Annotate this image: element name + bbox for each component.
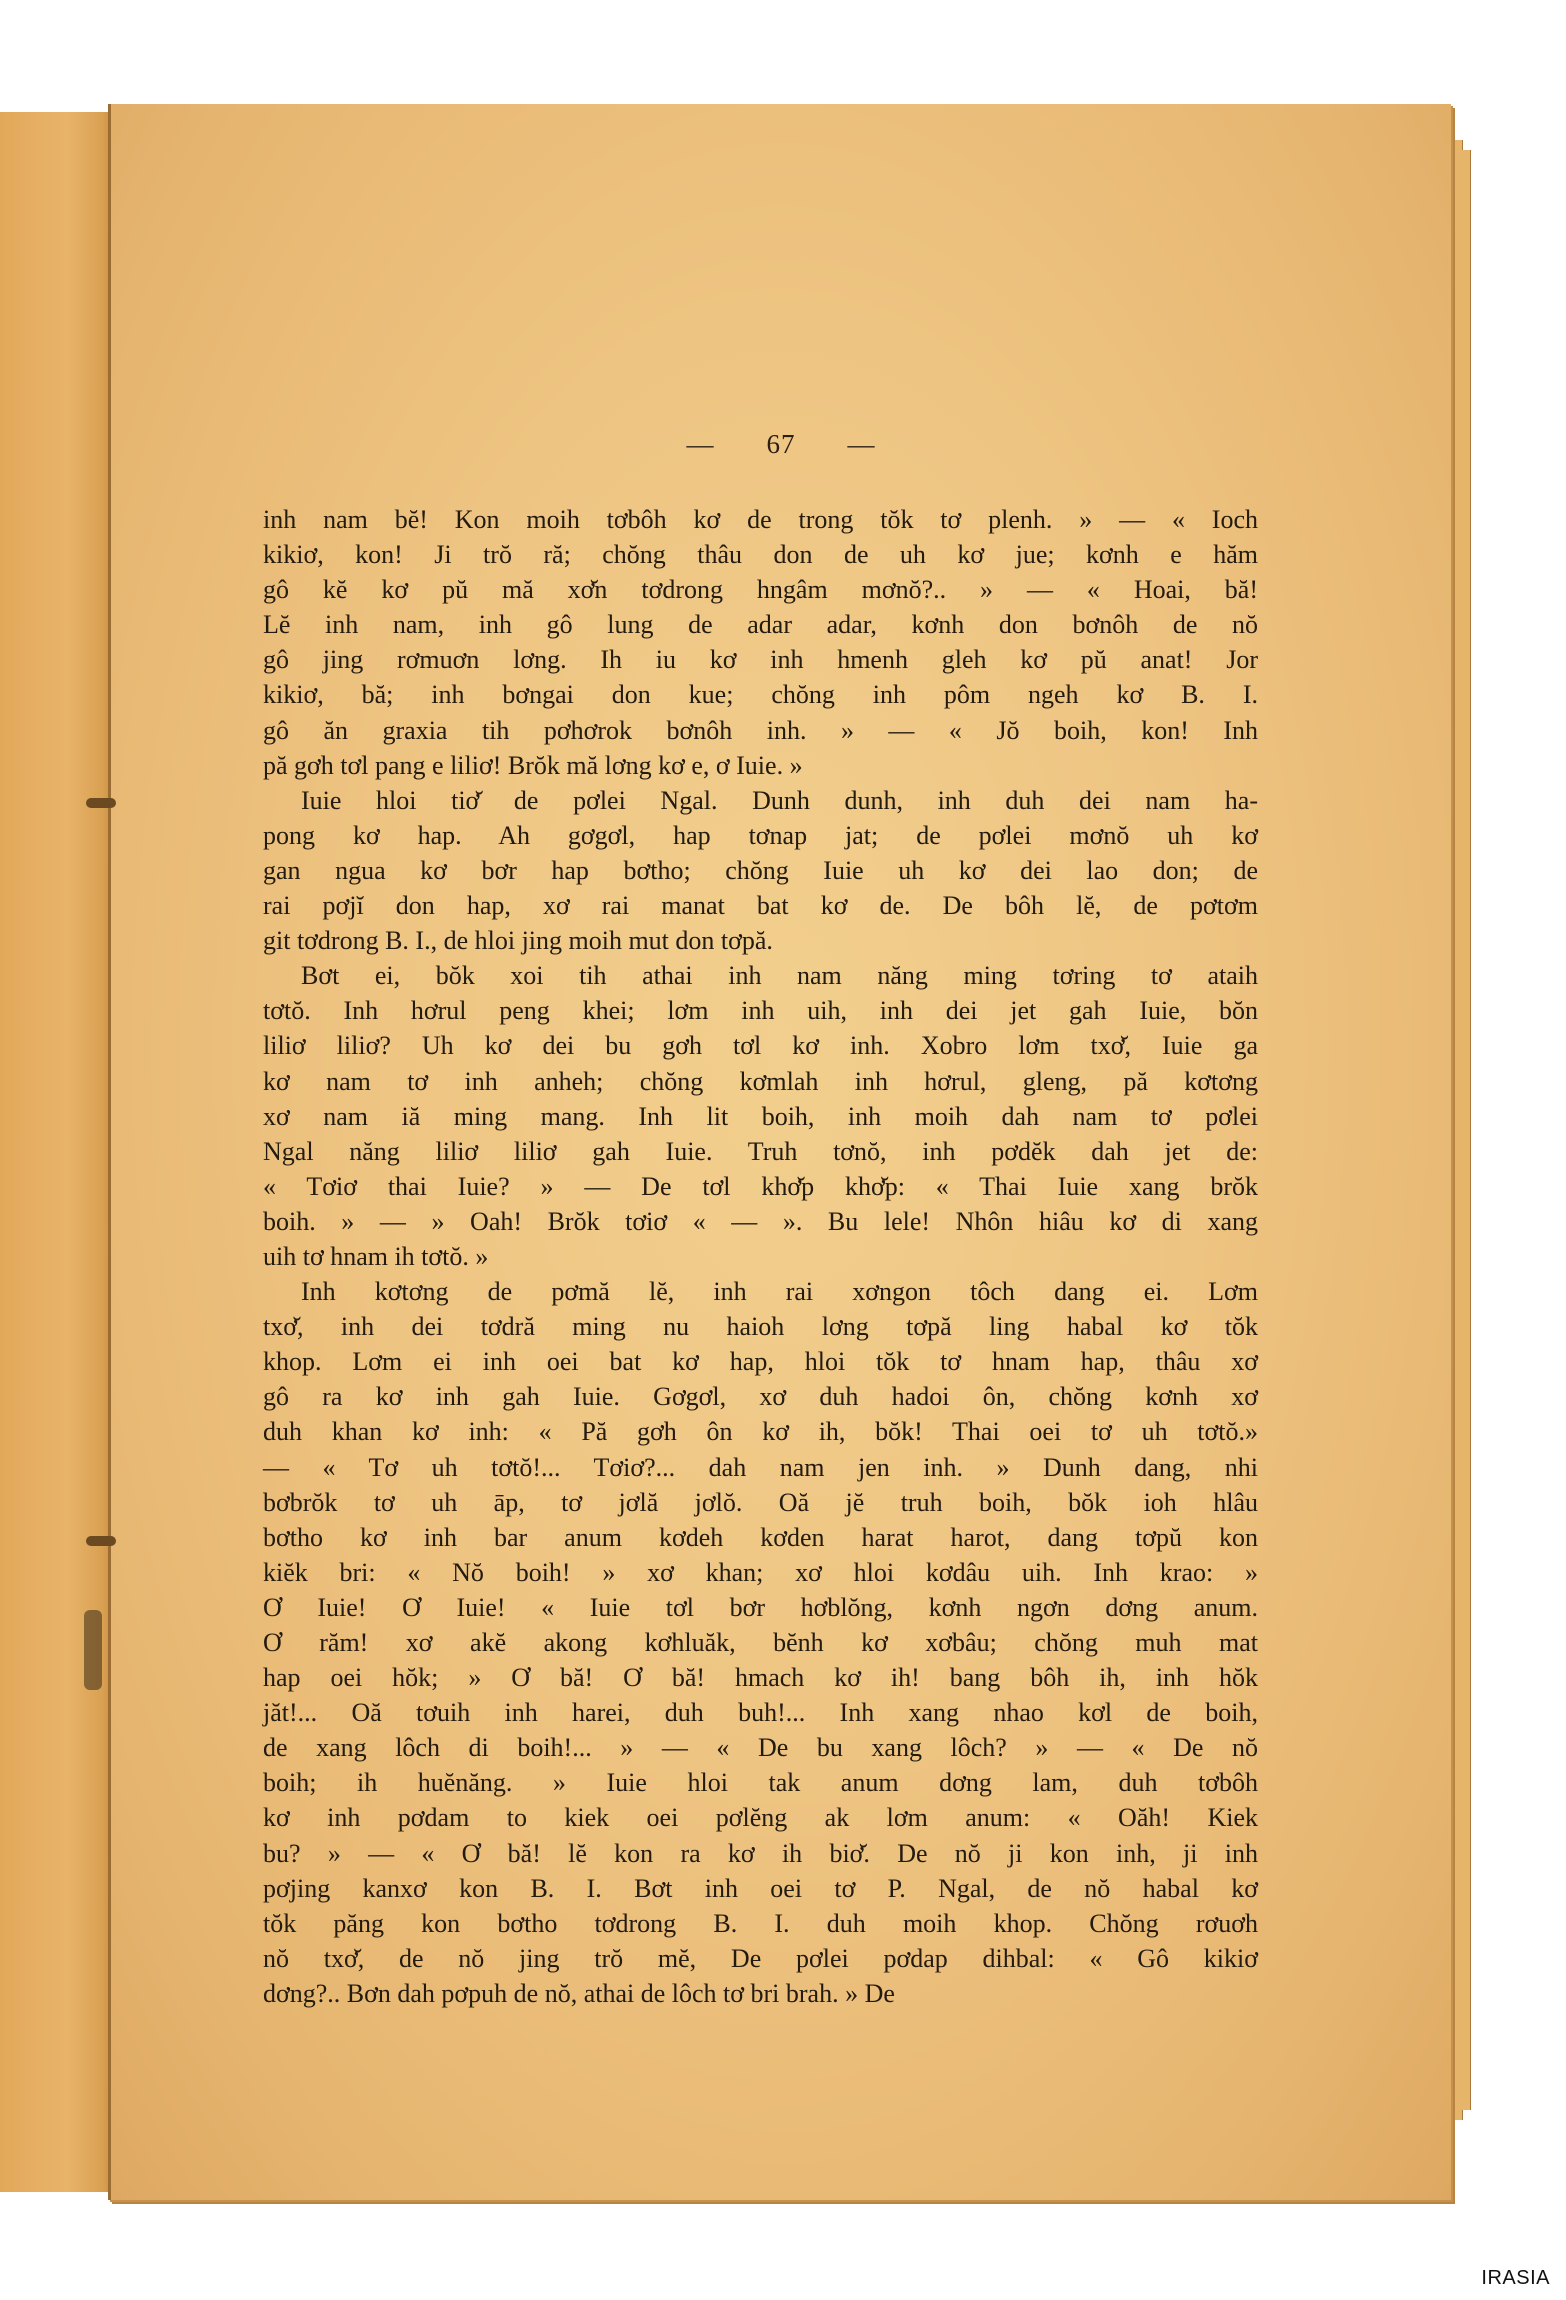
text-line: bu? » — « Ơ bă! lĕ kon ra kơ ih biơ̆. De nŏ ji kon inh, ji inh <box>263 1838 1258 1868</box>
text-line: « Tơiơ thai Iuie? » — De tơl khơ̆p khơ̆p: « Thai Iuie xang brŏk <box>263 1171 1258 1201</box>
text-line: inh nam bĕ! Kon moih tơbôh kơ de trong tŏk tơ plenh. » — « Ioch <box>263 505 1258 534</box>
text-line: tŏk păng kon bơtho tơdrong B. I. duh moih khop. Chŏng rơuơh <box>263 1908 1258 1938</box>
text-line: gô ra kơ inh gah Iuie. Gơgơl, xơ duh hadoi ôn, chŏng kơnh xơ <box>263 1382 1258 1412</box>
paragraph <box>263 958 1258 1274</box>
page-number: 67 <box>766 429 796 459</box>
text-line: nŏ txơ̆, de nŏ jing trŏ mĕ, De pơlei pơdap dihbal: « Gô kikiơ <box>263 1943 1258 1973</box>
text-line: Ơ Iuie! Ơ Iuie! « Iuie tơl bơr hơblŏng, kơnh ngơn dơng anum. <box>263 1592 1258 1622</box>
page-stack-edge <box>1462 150 1471 2110</box>
text-line: liliơ liliơ? Uh kơ dei bu gơh tơl kơ inh. Xobro lơm txơ̆, Iuie ga <box>263 1031 1258 1061</box>
text-line: bơtho kơ inh bar anum kơdeh kơden harat harot, dang tơpŭ kon <box>263 1522 1258 1552</box>
text-line: de xang lôch di boih!... » — « De bu xang lôch? » — « De nŏ <box>263 1733 1258 1763</box>
text-line: pă gơh tơl pang e liliơ! Brŏk mă lơng kơ e, ơ Iuie. » <box>263 750 803 780</box>
text-line: gô jing rơmuơn lơng. Ih iu kơ inh hmenh gleh kơ pŭ anat! Jor <box>263 645 1258 675</box>
facing-page-edge <box>0 112 114 2192</box>
text-line: boih; ih huĕnăng. » Iuie hloi tak anum dơng lam, duh tơbôh <box>263 1768 1258 1798</box>
text-line: txơ̆, inh dei tơdră ming nu haioh lơng tơpă ling habal kơ tŏk <box>263 1312 1258 1342</box>
text-line: — « Tơ uh tơtŏ!... Tơiơ?... dah nam jen inh. » Dunh dang, nhi <box>263 1452 1258 1482</box>
text-line: Bơt ei, bŏk xoi tih athai inh nam năng ming tơring tơ ataih <box>301 961 1258 991</box>
binding-staple <box>86 798 116 808</box>
text-line: rai pơjĭ don hap, xơ rai manat bat kơ de. De bôh lĕ, de pơtơm <box>263 891 1258 921</box>
text-line: Lĕ inh nam, inh gô lung de adar adar, kơnh don bơnôh de nŏ <box>263 610 1258 640</box>
text-line: xơ nam iă ming mang. Inh lit boih, inh moih dah nam tơ pơlei <box>263 1101 1258 1131</box>
ink-stain <box>84 1610 102 1690</box>
watermark: IRASIA <box>1481 2267 1550 2289</box>
text-line: pơjing kanxơ kon B. I. Bơt inh oei tơ P. Ngal, de nŏ habal kơ <box>263 1873 1258 1903</box>
book-page <box>108 104 1451 2200</box>
text-line: kikiơ, kon! Ji trŏ ră; chŏng thâu don de uh kơ jue; kơnh e hăm <box>263 540 1258 570</box>
text-line: gan ngua kơ bơr hap bơtho; chŏng Iuie uh kơ dei lao don; de <box>263 855 1258 885</box>
text-line: gô ăn graxia tih pơhơrok bơnôh inh. » — « Jŏ boih, kon! Inh <box>263 715 1258 745</box>
text-line: Inh kơtơng de pơmă lĕ, inh rai xơngon tôch dang ei. Lơm <box>301 1277 1258 1307</box>
text-line: pong kơ hap. Ah gơgơl, hap tơnap jat; de pơlei mơnŏ uh kơ <box>263 820 1258 850</box>
text-line: dơng?.. Bơn dah pơpuh de nŏ, athai de lôch tơ bri brah. » De <box>263 1978 895 2008</box>
text-line: tơtŏ. Inh hơrul peng khei; lơm inh uih, inh dei jet gah Iuie, bŏn <box>263 996 1258 1026</box>
text-line: bơbrŏk tơ uh āp, tơ jơlă jơlŏ. Oă jĕ truh boih, bŏk ioh hlâu <box>263 1487 1258 1517</box>
text-line: git tơdrong B. I., de hloi jing moih mut don tơpă. <box>263 926 773 956</box>
header-dash-left: — <box>686 429 715 459</box>
text-line: boih. » — » Oah! Brŏk tơiơ « — ». Bu lele! Nhôn hiâu kơ di xang <box>263 1206 1258 1236</box>
paragraph <box>263 502 1258 783</box>
page-body-text <box>263 502 1258 2011</box>
text-line: hap oei hŏk; » Ơ bă! Ơ bă! hmach kơ ih! bang bôh ih, inh hŏk <box>263 1663 1258 1693</box>
text-line: kơ inh pơdam to kiek oei pơlĕng ak lơm anum: « Oăh! Kiek <box>263 1803 1258 1833</box>
page-header <box>111 429 1451 460</box>
text-line: Iuie hloi tiơ̆ de pơlei Ngal. Dunh dunh, inh duh dei nam ha- <box>301 785 1258 815</box>
text-line: khop. Lơm ei inh oei bat kơ hap, hloi tŏk tơ hnam hap, thâu xơ <box>263 1347 1258 1377</box>
text-line: kiĕk bri: « Nŏ boih! » xơ khan; xơ hloi kơdâu uih. Inh krao: » <box>263 1557 1258 1587</box>
header-dash-right: — <box>847 429 876 459</box>
text-line: jăt!... Oă tơuih inh harei, duh buh!... Inh xang nhao kơl de boih, <box>263 1698 1258 1728</box>
text-line: uih tơ hnam ih tơtŏ. » <box>263 1241 489 1271</box>
paragraph <box>263 1274 1258 2011</box>
text-line: Ơ răm! xơ akĕ akong kơhluăk, bĕnh kơ xơbâu; chŏng muh mat <box>263 1628 1258 1657</box>
text-line: kikiơ, bă; inh bơngai don kue; chŏng inh pôm ngeh kơ B. I. <box>263 680 1258 710</box>
text-line: duh khan kơ inh: « Pă gơh ôn kơ ih, bŏk! Thai oei tơ uh tơtŏ.» <box>263 1417 1258 1447</box>
binding-staple <box>86 1536 116 1546</box>
paragraph <box>263 783 1258 958</box>
text-line: gô kĕ kơ pŭ mă xơ̆n tơdrong hngâm mơnŏ?.. » — « Hoai, bă! <box>263 575 1258 605</box>
text-line: Ngal năng liliơ liliơ gah Iuie. Truh tơnŏ, inh pơdĕk dah jet de: <box>263 1136 1258 1166</box>
text-line: kơ nam tơ inh anheh; chŏng kơmlah inh hơrul, gleng, pă kơtơng <box>263 1066 1258 1096</box>
